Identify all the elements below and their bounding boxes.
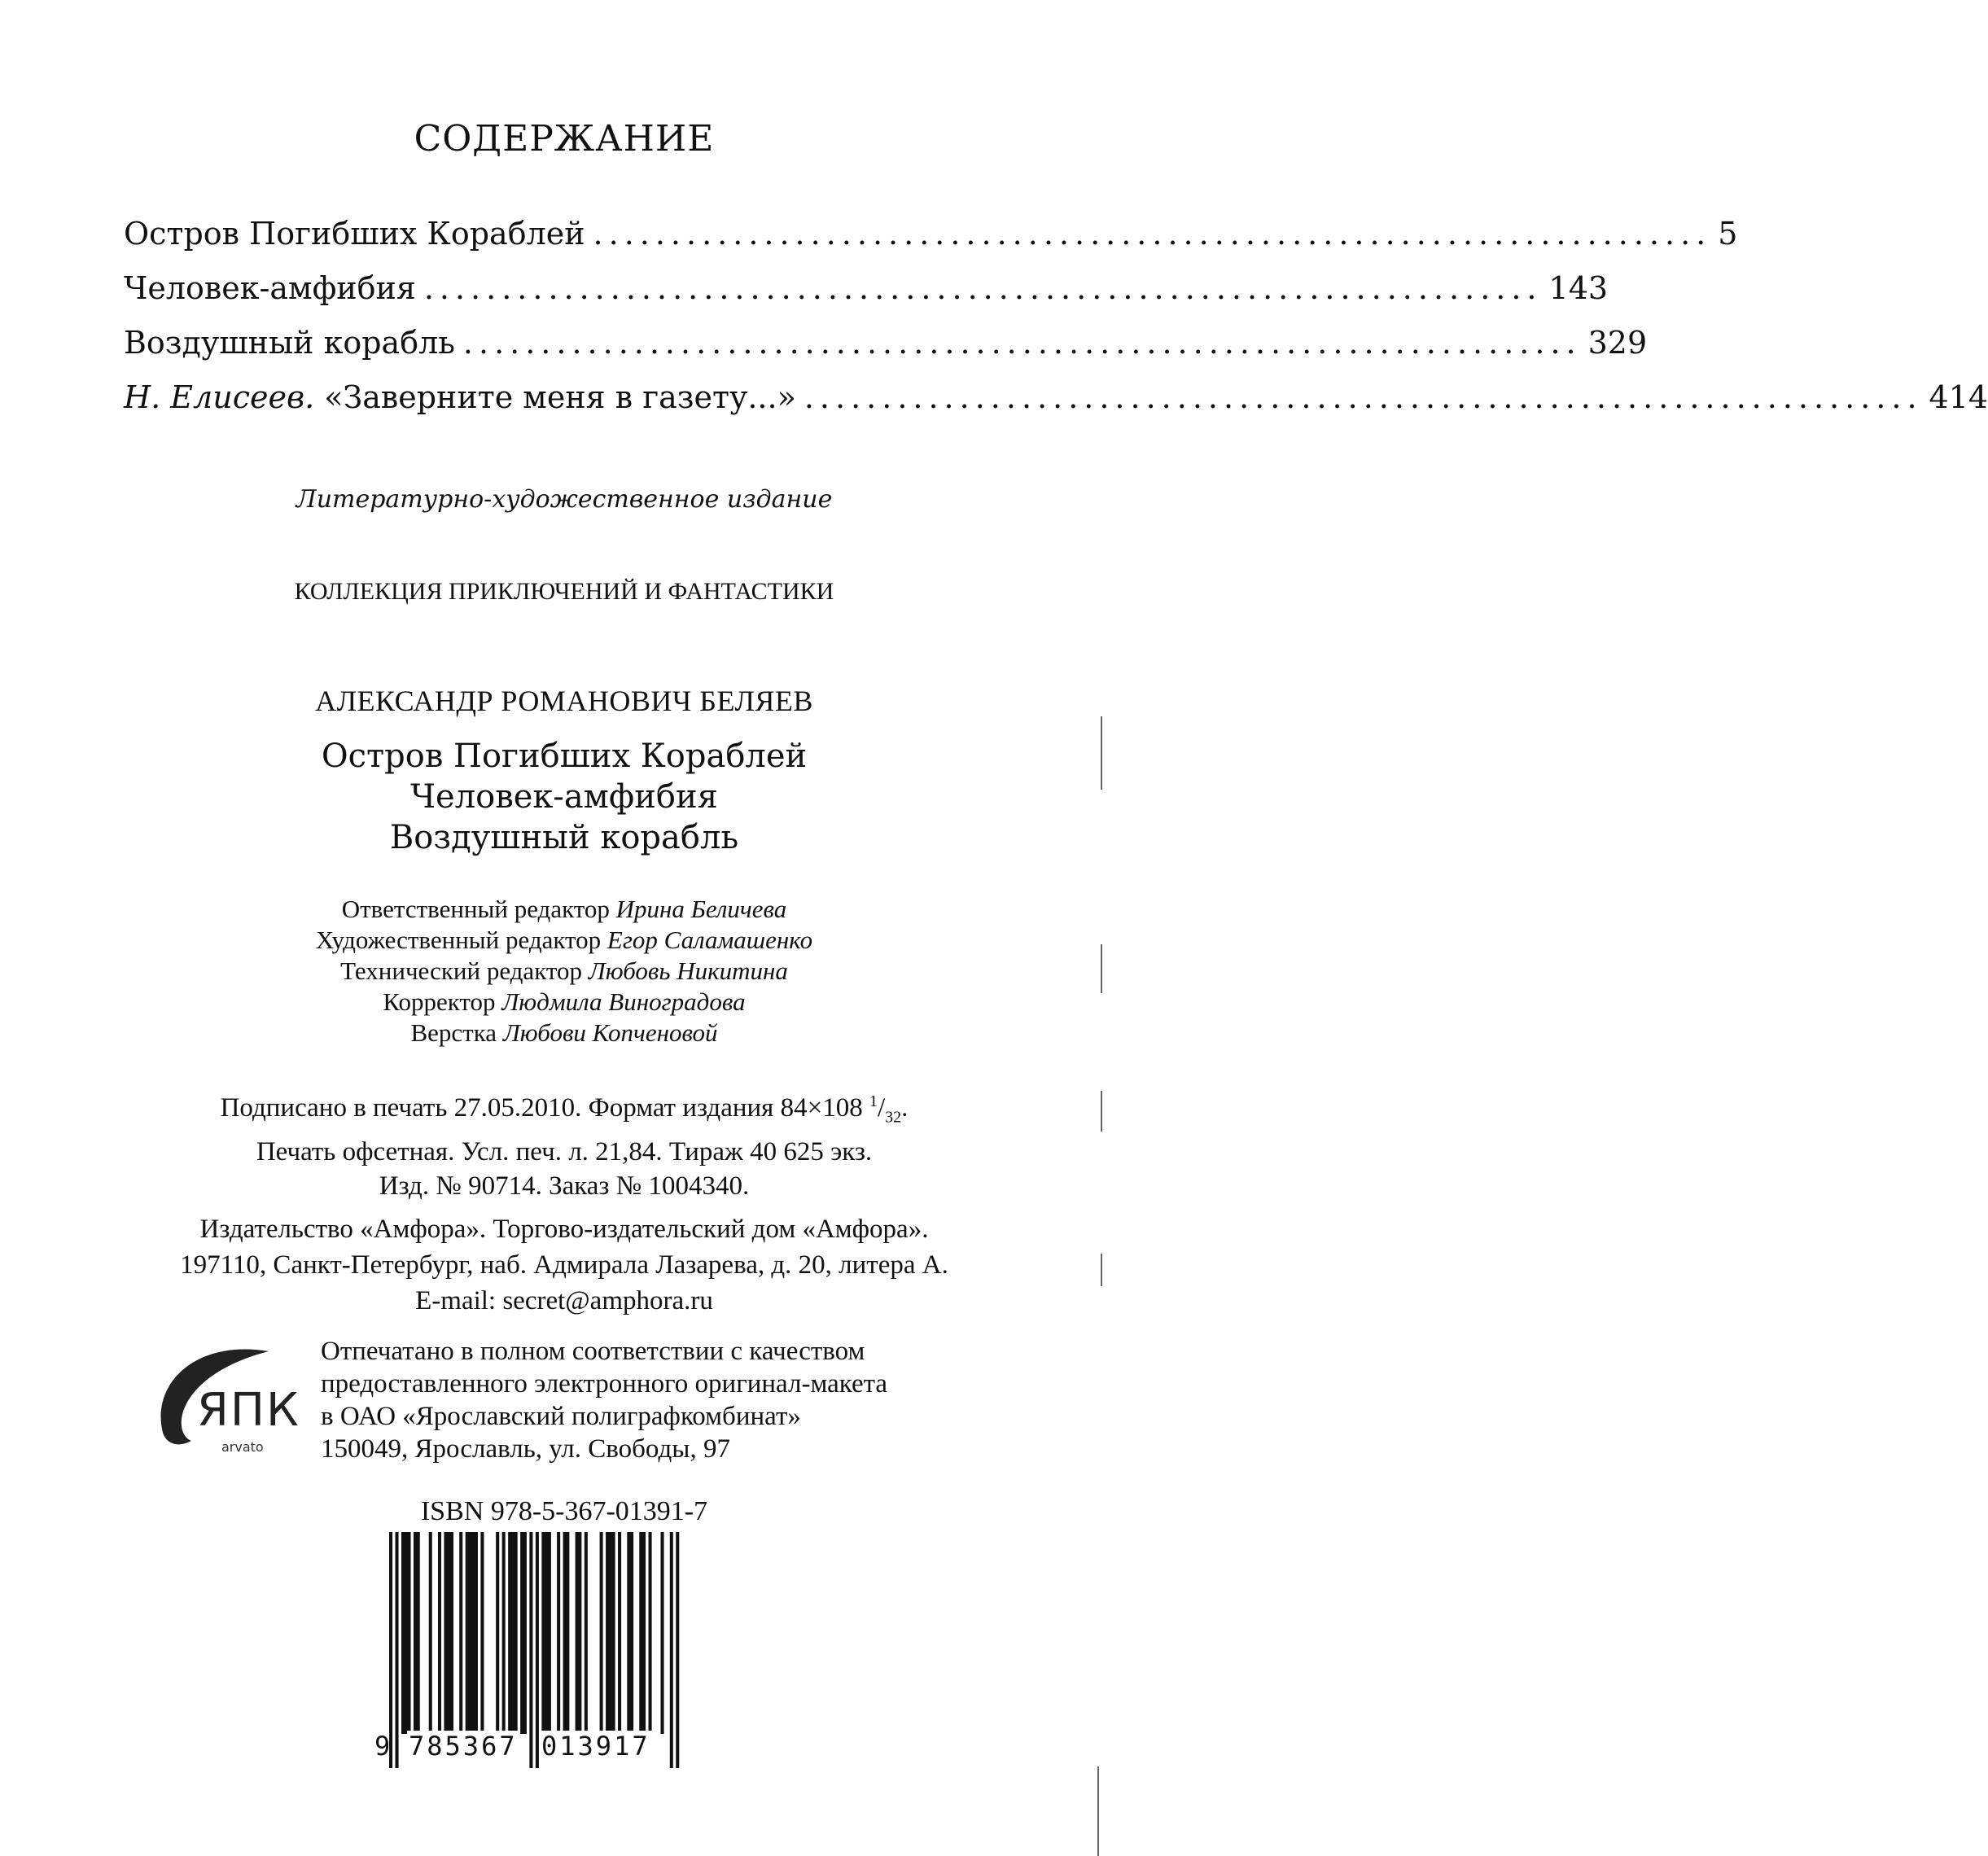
print-format: Подписано в печать 27.05.2010. Формат издания 84×108 <box>220 1093 863 1123</box>
printer-line: в ОАО «Ярославский полиграфкомбинат» <box>321 1402 801 1431</box>
barcode-bar <box>642 1532 646 1734</box>
toc-dot-leader: ........................................................................ <box>593 216 1712 252</box>
printer-block <box>321 1335 887 1465</box>
scan-artifact-line <box>1101 716 1102 790</box>
credit-person: Егор Саламашенко <box>606 926 813 954</box>
barcode-bar <box>444 1532 447 1734</box>
barcode-bar <box>612 1532 615 1734</box>
toc-entry-title: Остров Погибших Кораблей <box>124 216 585 252</box>
barcode-bar <box>557 1532 560 1734</box>
scan-artifact-line <box>1097 1766 1099 1856</box>
barcode-bar <box>545 1532 548 1734</box>
barcode-group-1: 785367 <box>409 1731 518 1762</box>
printer-logo-text: ЯПК <box>197 1384 300 1437</box>
isbn-text: ISBN 978-5-367-01391-7 <box>420 1496 708 1526</box>
barcode-bar <box>609 1532 612 1734</box>
credit-person: Ирина Беличева <box>615 895 787 923</box>
credit-line <box>0 925 1128 956</box>
toc-entry-page: 143 <box>1548 270 1609 306</box>
toc-entry-title: Воздушный корабль <box>124 325 455 361</box>
credit-role: Корректор <box>383 987 496 1016</box>
barcode-bar <box>536 1532 539 1768</box>
fraction-numerator: 1 <box>869 1092 878 1110</box>
barcode-bar <box>529 1532 532 1768</box>
printer-line: 150049, Ярославль, ул. Свободы, 97 <box>321 1434 730 1464</box>
toc-entry-title-wrap <box>124 379 804 415</box>
barcode-bar <box>438 1532 441 1734</box>
toc-entry <box>124 216 1738 265</box>
barcode-bar <box>618 1532 621 1734</box>
barcode-bar <box>401 1532 405 1734</box>
printer-logo-subtext: arvato <box>221 1439 264 1455</box>
barcode-bar <box>627 1532 630 1734</box>
barcode-bar <box>515 1532 518 1734</box>
publisher-line: 197110, Санкт-Петербург, наб. Адмирала Лазарева, д. 20, литера А. <box>180 1250 948 1280</box>
print-line: Печать офсетная. Усл. печ. л. 21,84. Тираж 40 625 экз. <box>256 1136 873 1167</box>
barcode-bar <box>606 1532 609 1734</box>
toc-entry-title: «Заверните меня в газету...» <box>324 379 796 415</box>
print-line: Подписано в печать 27.05.2010. Формат издания 84×108 $^1/_{32}$. <box>220 1092 909 1127</box>
barcode-bar <box>511 1532 515 1734</box>
barcode-bar <box>563 1532 567 1734</box>
toc-entry-page: 414 <box>1929 379 1988 415</box>
barcode-bar <box>447 1532 450 1734</box>
barcode-bar <box>548 1532 551 1734</box>
credit-line <box>0 1018 1128 1048</box>
barcode-group-2: 013917 <box>541 1731 650 1762</box>
print-info <box>0 1084 1128 1203</box>
book-title: Остров Погибших Кораблей <box>321 738 808 775</box>
scan-artifact-line <box>1101 944 1102 993</box>
barcode-bar <box>670 1532 673 1768</box>
barcode-first-digit: 9 <box>374 1731 391 1762</box>
publisher-line: Издательство «Амфора». Торгово-издательский дом «Амфора». <box>199 1215 929 1244</box>
barcode-bar <box>566 1532 569 1734</box>
barcode-bar <box>459 1532 462 1734</box>
barcode-bar <box>630 1532 633 1734</box>
barcode-bar <box>520 1532 523 1734</box>
scan-artifact-line <box>1101 1254 1102 1286</box>
barcode-bar <box>578 1532 581 1734</box>
credit-role: Ответственный редактор <box>341 895 610 923</box>
credit-role: Технический редактор <box>340 956 582 985</box>
barcode-bar <box>429 1532 432 1734</box>
barcode-bar <box>508 1532 511 1734</box>
printer-line: Отпечатано в полном соответствии с качеством <box>321 1337 865 1366</box>
barcode-bar <box>576 1532 579 1734</box>
barcode-bar <box>676 1532 679 1768</box>
credit-person: Любовь Никитина <box>588 956 788 985</box>
credit-person: Людмила Виноградова <box>501 987 746 1016</box>
toc-entry-page: 5 <box>1718 216 1738 252</box>
barcode-bar <box>450 1532 453 1734</box>
print-line-end: . <box>901 1093 909 1123</box>
barcode-bar <box>480 1532 484 1734</box>
toc-entry <box>124 379 1988 428</box>
barcode-bar <box>417 1532 420 1734</box>
printer-logo <box>147 1343 300 1465</box>
toc-dot-leader: ........................................................................ <box>462 325 1582 361</box>
barcode-bar <box>466 1532 469 1734</box>
barcode-bar <box>639 1532 642 1734</box>
barcode-bar <box>600 1532 603 1734</box>
barcode-bar <box>661 1532 664 1734</box>
barcode-bar <box>496 1532 499 1734</box>
barcode-bar <box>502 1532 506 1734</box>
credit-line <box>0 956 1128 987</box>
publisher-email: E-mail: secret@amphora.ru <box>415 1286 713 1315</box>
series-name: КОЛЛЕКЦИЯ ПРИКЛЮЧЕНИЙ И ФАНТАСТИКИ <box>294 578 834 605</box>
book-titles <box>0 736 1128 858</box>
credit-person: Любови Копченовой <box>502 1018 718 1047</box>
printer-line: предоставленного электронного оригинал-макета <box>321 1369 888 1399</box>
toc-entry-title: Человек-амфибия <box>124 270 416 306</box>
print-line: Изд. № 90714. Заказ № 1004340. <box>379 1171 750 1201</box>
toc-entry-page: 329 <box>1587 325 1648 361</box>
edition-type: Литературно-художественное издание <box>296 485 833 514</box>
credit-role: Верстка <box>410 1018 497 1047</box>
credits-block <box>0 894 1128 1048</box>
barcode-bar <box>407 1532 410 1734</box>
barcode-bar <box>585 1532 588 1734</box>
toc-heading: СОДЕРЖАНИЕ <box>414 118 715 160</box>
credit-role: Художественный редактор <box>315 926 602 954</box>
author-name: АЛЕКСАНДР РОМАНОВИЧ БЕЛЯЕВ <box>315 685 813 717</box>
barcode-bar <box>405 1532 408 1734</box>
publisher-block <box>0 1211 1128 1319</box>
toc-entry <box>124 325 1648 374</box>
barcode-bar <box>468 1532 471 1734</box>
fraction-denominator: 32 <box>885 1108 902 1127</box>
toc-dot-leader: ........................................................................ <box>423 270 1543 306</box>
scan-artifact-line <box>1101 1091 1102 1132</box>
barcode-bar <box>475 1532 478 1734</box>
toc-dot-leader: ........................................................................ <box>804 379 1923 415</box>
book-title: Человек-амфибия <box>410 778 718 816</box>
credit-line <box>0 987 1128 1018</box>
barcode-bar <box>523 1532 527 1734</box>
barcode-bar <box>471 1532 475 1734</box>
toc-entry <box>124 270 1609 319</box>
barcode-bar <box>541 1532 545 1734</box>
barcode-bar <box>395 1532 398 1768</box>
toc-entry-author: Н. Елисеев. <box>124 379 315 415</box>
credit-line <box>0 894 1128 925</box>
barcode-bar <box>414 1532 417 1734</box>
barcode-bar <box>649 1532 652 1734</box>
book-title: Воздушный корабль <box>389 819 739 856</box>
